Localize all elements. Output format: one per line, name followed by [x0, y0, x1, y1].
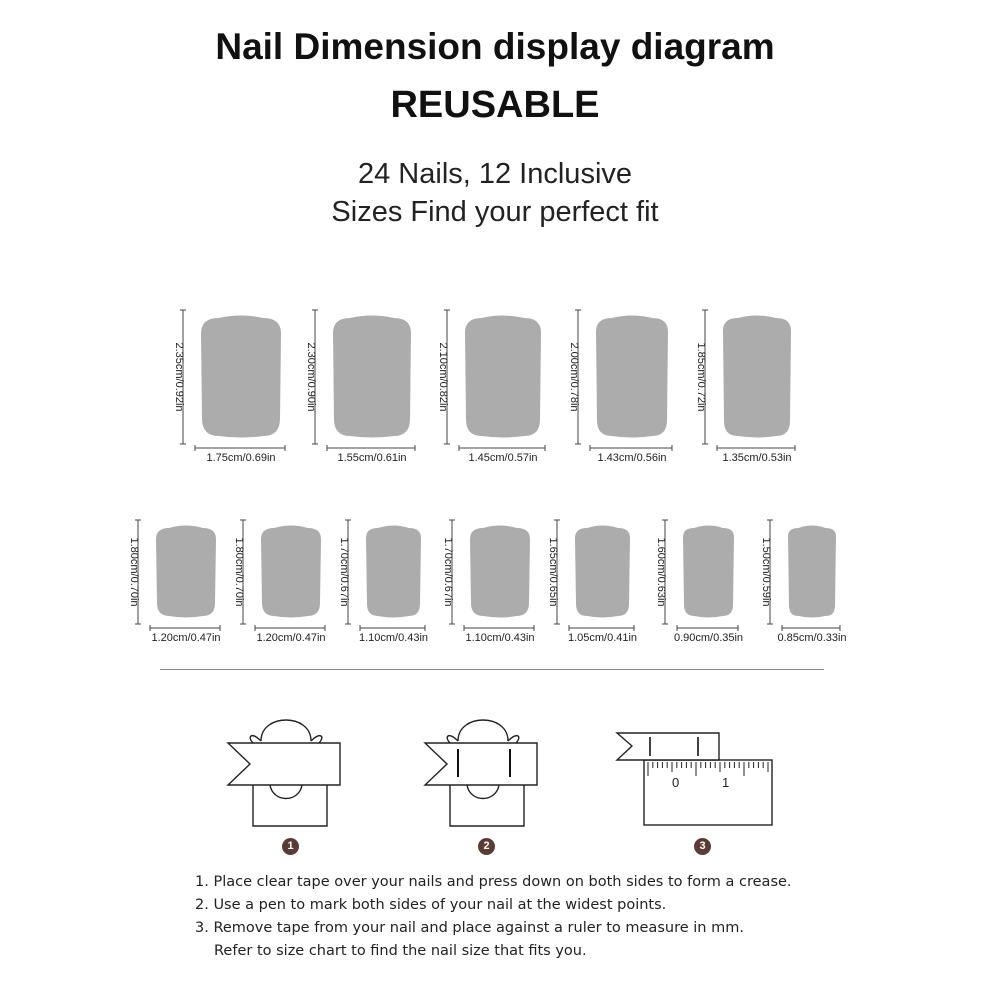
nail-width-label: 0.85cm/0.33in — [777, 632, 847, 644]
nail-length-label: 1.70cm/0.67in — [442, 537, 454, 607]
nail-size-2 — [305, 308, 415, 468]
nail-size-12 — [760, 518, 847, 648]
nail-length-label: 1.80cm/0.70in — [128, 537, 140, 607]
nail-length-label: 2.10cm/0.82in — [437, 342, 449, 412]
tape-over-nail-icon — [225, 705, 345, 830]
nail-shape-icon — [338, 518, 425, 648]
nail-fill — [683, 526, 734, 618]
nail-length-label: 1.65cm/0.65in — [547, 537, 559, 607]
nail-shape-icon — [760, 518, 840, 648]
nail-fill — [470, 526, 530, 618]
nail-shape-icon — [547, 518, 634, 648]
nail-fill — [333, 316, 411, 438]
nail-width-label: 1.45cm/0.57in — [468, 452, 538, 464]
tape-marked-nail-icon — [422, 705, 542, 830]
nail-length-label: 1.60cm/0.63in — [655, 537, 667, 607]
nail-size-8 — [338, 518, 429, 648]
nail-fill — [261, 526, 321, 618]
instruction-4: Refer to size chart to find the nail size that fits you. — [214, 943, 587, 959]
ruler-label-1: 1 — [722, 775, 730, 790]
nail-size-11 — [655, 518, 744, 648]
nail-shape-icon — [442, 518, 534, 648]
step-1-badge: 1 — [282, 838, 299, 855]
nail-size-9 — [442, 518, 534, 648]
nail-fill — [596, 316, 668, 438]
step-3-illustration — [612, 725, 777, 830]
ruler-label-0: 0 — [672, 775, 680, 790]
step-2-illustration — [422, 705, 542, 830]
nail-fill — [156, 526, 216, 618]
nail-shape-icon — [437, 308, 545, 468]
step-3-badge: 3 — [694, 838, 711, 855]
nail-shape-icon — [695, 308, 795, 468]
step-2-badge: 2 — [478, 838, 495, 855]
nail-length-label: 1.50cm/0.59in — [760, 537, 772, 607]
subtitle-line-1: 24 Nails, 12 Inclusive — [357, 158, 633, 190]
nail-shape-icon — [233, 518, 325, 648]
nail-size-5 — [695, 308, 795, 468]
subtitle-line-2: Sizes Find your perfect fit — [331, 196, 659, 228]
page-title-reusable: REUSABLE — [390, 84, 600, 126]
nail-fill — [465, 316, 541, 438]
nail-shape-icon — [305, 308, 415, 468]
nail-size-6 — [128, 518, 220, 648]
instruction-2: 2. Use a pen to mark both sides of your nail at the widest points. — [195, 897, 667, 913]
nail-fill — [575, 526, 630, 618]
nail-shape-icon — [568, 308, 672, 468]
nail-length-label: 2.00cm/0.78in — [568, 342, 580, 412]
instruction-3: 3. Remove tape from your nail and place against a ruler to measure in mm. — [195, 920, 744, 936]
nail-length-label: 2.35cm/0.92in — [173, 342, 185, 412]
ruler-measure-icon — [612, 725, 777, 830]
nail-length-label: 1.80cm/0.70in — [233, 537, 245, 607]
nail-size-4 — [568, 308, 672, 468]
nail-shape-icon — [128, 518, 220, 648]
step-1-illustration — [225, 705, 345, 830]
nail-fill — [723, 316, 791, 438]
nail-size-10 — [547, 518, 638, 648]
nail-fill — [366, 526, 421, 618]
nail-width-label: 1.35cm/0.53in — [722, 452, 792, 464]
nail-width-label: 1.20cm/0.47in — [151, 632, 221, 644]
nail-width-label: 1.75cm/0.69in — [206, 452, 276, 464]
nail-size-3 — [437, 308, 545, 468]
nail-width-label: 1.10cm/0.43in — [358, 632, 429, 644]
nail-size-7 — [233, 518, 325, 648]
instruction-1: 1. Place clear tape over your nails and press down on both sides to form a crease. — [195, 874, 792, 890]
nail-fill — [788, 526, 836, 618]
nail-width-label: 0.90cm/0.35in — [673, 632, 744, 644]
nail-width-label: 1.20cm/0.47in — [256, 632, 326, 644]
nail-fill — [201, 316, 281, 438]
nail-size-1 — [173, 308, 285, 468]
nail-shape-icon — [173, 308, 285, 468]
nail-width-label: 1.55cm/0.61in — [337, 452, 407, 464]
nail-length-label: 2.30cm/0.90in — [305, 342, 317, 412]
page-title: Nail Dimension display diagram — [215, 26, 775, 67]
nail-shape-icon — [655, 518, 738, 648]
nail-width-label: 1.05cm/0.41in — [567, 632, 638, 644]
nail-width-label: 1.10cm/0.43in — [465, 632, 535, 644]
nail-length-label: 1.85cm/0.72in — [695, 342, 707, 412]
nail-length-label: 1.70cm/0.67in — [338, 537, 350, 607]
nail-width-label: 1.43cm/0.56in — [597, 452, 667, 464]
section-divider — [160, 669, 824, 670]
